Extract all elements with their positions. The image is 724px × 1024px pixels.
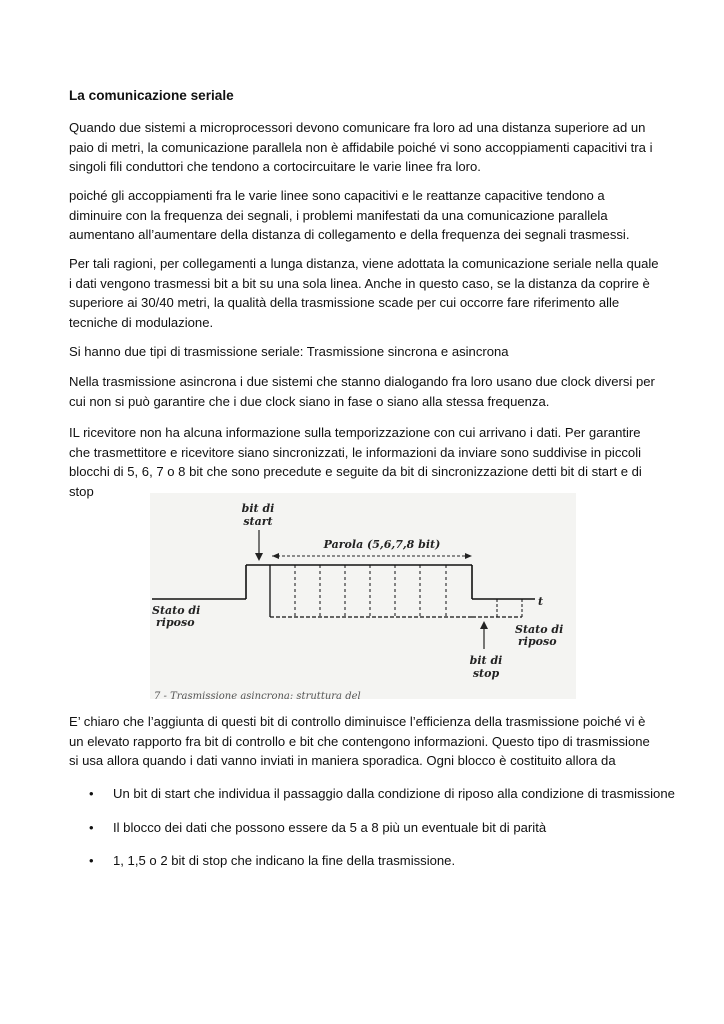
paragraph-3: Per tali ragioni, per collegamenti a lunga distanza, viene adottata la comunicazione seriale nella quale i dati vengono trasmessi bit a bit su una sola linea. Anche in questo caso, se la distanza da coprire è superiore ai 30/40 metri, la qualità della trasmissione scade per cui occorre fare riferimento alle tecniche di modulazione.	[69, 256, 659, 330]
parola-label: Parola (5,6,7,8 bit)	[323, 538, 441, 551]
bullet-marker: •	[89, 786, 94, 801]
bullet-text: Il blocco dei dati che possono essere da 5 a 8 più un eventuale bit di parità	[113, 820, 547, 835]
bit-dividers	[295, 565, 446, 617]
bit-stop-label-line1: bit di	[469, 654, 503, 667]
bullet-text: 1, 1,5 o 2 bit di stop che indicano la fine della trasmissione.	[113, 853, 456, 868]
bit-stop-label-line2: stop	[472, 667, 500, 680]
stato-riposo-right-line2: riposo	[518, 635, 557, 648]
bit-stop-arrowhead	[480, 621, 488, 629]
bullet-text: Un bit di start che individua il passaggio dalla condizione di riposo alla condizione di trasmissione	[113, 786, 675, 801]
paragraph-7: E’ chiaro che l’aggiunta di questi bit di controllo diminuisce l’efficienza della trasmissione poiché vi è un elevato rapporto fra bit di controllo e bit che contengono informazioni. Questo tipo di trasmissione si usa allora quando i dati vanno inviati in maniera sporadica. Ogni blocco è costituito allora da	[69, 714, 650, 769]
bullet-marker: •	[89, 820, 94, 835]
document-title: La comunicazione seriale	[69, 88, 234, 103]
stato-riposo-right-line1: Stato di	[515, 623, 564, 636]
diagram-svg	[150, 493, 576, 699]
stato-riposo-left-line2: riposo	[156, 616, 195, 629]
serial-frame-diagram	[150, 493, 576, 699]
bit-start-label-line1: bit di	[241, 502, 275, 515]
paragraph-6: IL ricevitore non ha alcuna informazione sulla temporizzazione con cui arrivano i dati. Per garantire che trasmettitore e ricevitore siano sincronizzati, le informazioni da inviare sono suddivise in piccoli blocchi di 5, 6, 7 o 8 bit che sono precedute e seguite da bit di sincronizzazione detti bit di start e di stop	[69, 425, 642, 499]
figure-caption: 7 - Trasmissione asincrona: struttura del	[154, 691, 361, 699]
paragraph-2: poiché gli accoppiamenti fra le varie linee sono capacitivi e le reattanze capacitive tendono a diminuire con la frequenza dei segnali, i problemi manifestati da una comunicazione parallela aumentano all’aumentare della distanza di collegamento e della frequenza dei segnali trasmessi.	[69, 188, 630, 243]
stato-riposo-left-line1: Stato di	[152, 604, 201, 617]
bullet-marker: •	[89, 853, 94, 868]
bit-start-arrowhead	[255, 553, 263, 561]
parola-arrow-right	[465, 553, 472, 559]
parola-arrow-left	[272, 553, 279, 559]
paragraph-5: Nella trasmissione asincrona i due sistemi che stanno dialogando fra loro usano due clock diversi per cui non si può garantire che i due clock siano in fase o siano alla stessa frequenza.	[69, 374, 655, 409]
paragraph-1: Quando due sistemi a microprocessori devono comunicare fra loro ad una distanza superiore ad un paio di metri, la comunicazione parallela non è affidabile poiché vi sono accoppiamenti capacitivi tra i singoli fili conduttori che tendono a cortocircuitare le varie linee fra loro.	[69, 120, 653, 175]
paragraph-4: Si hanno due tipi di trasmissione seriale: Trasmissione sincrona e asincrona	[69, 344, 509, 359]
bit-start-label-line2: start	[243, 515, 273, 528]
time-axis-label: t	[538, 595, 544, 608]
